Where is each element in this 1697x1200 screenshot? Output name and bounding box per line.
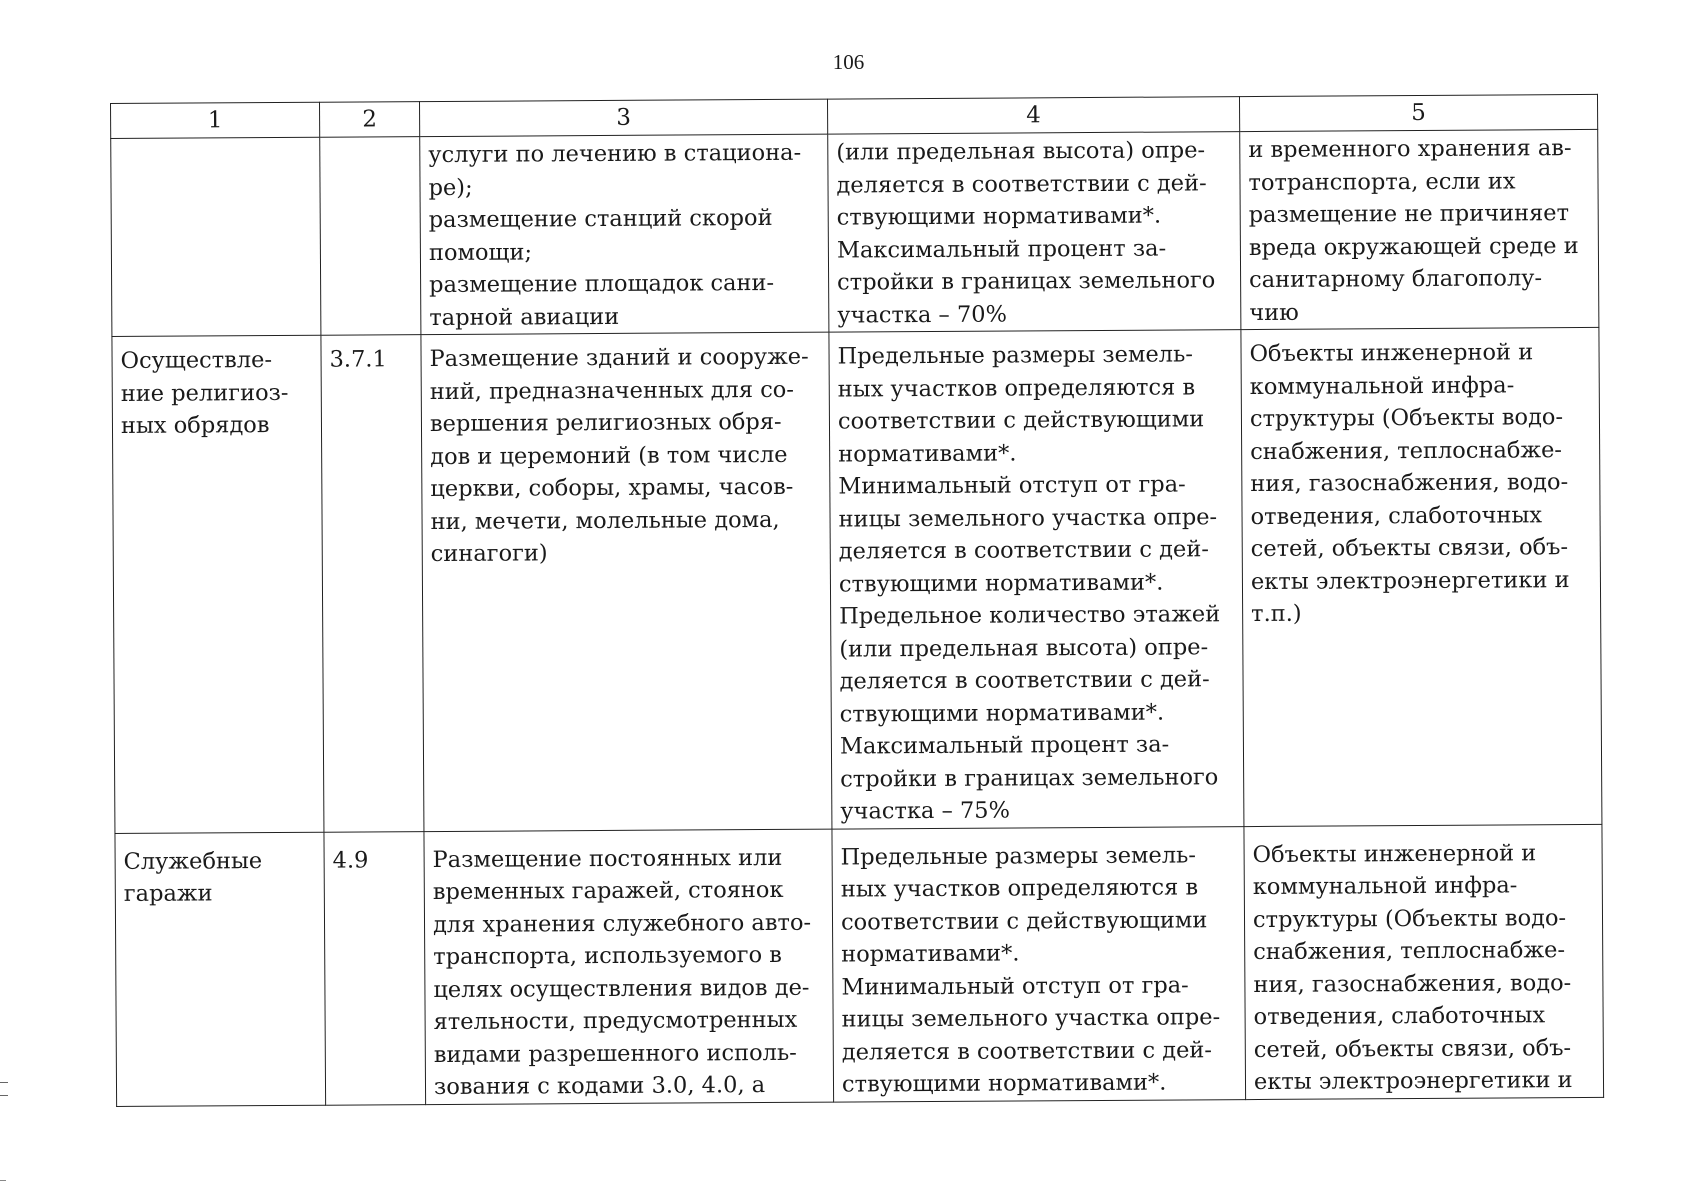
cell-text-line: услуги по лечению в стациона- (428, 139, 802, 169)
cell-auxiliary-uses (1240, 129, 1599, 329)
cell-parameters (832, 826, 1246, 1102)
cell-text-line: видами разрешенного исполь- (433, 1039, 797, 1068)
cell-text-line: гаражи (123, 880, 213, 907)
cell-text-line: соответствии с действующими (837, 406, 1205, 435)
cell-text-line: для хранения служебного авто- (432, 909, 812, 938)
cell-text-line: екты электроэнергетики и (1250, 566, 1570, 595)
cell-text-line: 4.9 (332, 846, 369, 874)
cell-text-line: участка – 75% (840, 797, 1011, 825)
table-row (112, 327, 1602, 833)
cell-text-line: тотранспорта, если их (1248, 167, 1516, 196)
cell-text-line: участка – 70% (837, 301, 1008, 329)
cell-use-name (112, 335, 324, 833)
cell-parameters (828, 132, 1241, 333)
cell-text-line: ницы земельного участка опре- (838, 503, 1218, 533)
cell-text-line: деляется в соответствии с дей- (841, 1036, 1213, 1066)
page-number: 106 (832, 50, 865, 74)
cell-text-line: чию (1249, 299, 1299, 326)
cell-text-line: размещение площадок сани- (429, 269, 775, 299)
cell-text-line: (или предельная высота) опре- (836, 137, 1206, 166)
cell-text-line: ных участков определяются в (837, 373, 1196, 403)
cell-text-line: ния, газоснабжения, водо- (1253, 969, 1572, 998)
cell-text-line: стройки в границах земельного (837, 267, 1216, 296)
cell-text-line: ре); (428, 174, 473, 201)
table-row (115, 824, 1604, 1106)
cell-text-line: т.п.) (1251, 600, 1302, 628)
cell-text-line: сетей, объекты связи, объ- (1253, 1034, 1572, 1063)
cell-text-line: ний, предназначенных для со- (429, 376, 794, 405)
cell-text-line: снабжения, теплоснабже- (1253, 937, 1566, 966)
cell-text-line: Предельные размеры земель- (837, 341, 1193, 370)
land-use-table-wrapper (110, 94, 1603, 1107)
cell-text-line: деляется в соответствии с дей- (838, 536, 1209, 565)
column-header-4: 4 (827, 97, 1239, 135)
cell-text-line: размещение станций скорой (428, 204, 773, 234)
cell-use-description (424, 829, 834, 1104)
land-use-table (110, 94, 1604, 1107)
cell-text-line: санитарному благополу- (1249, 265, 1543, 294)
cell-text-line: Объекты инженерной и (1252, 839, 1537, 868)
cell-text-line: церкви, соборы, храмы, часов- (430, 473, 794, 503)
cell-text-line: ятельности, предусмотренных (433, 1006, 798, 1036)
column-header-5: 5 (1239, 94, 1597, 131)
cell-parameters (829, 330, 1244, 829)
cell-text-line: ствующими нормативами*. (838, 569, 1164, 598)
cell-text-line: нормативами*. (838, 439, 1017, 468)
column-header-2: 2 (319, 102, 419, 138)
cell-text-line: временных гаражей, стоянок (432, 876, 784, 906)
cell-text-line: коммунальной инфра- (1249, 371, 1515, 400)
cell-text-line: стройки в границах земельного (840, 763, 1219, 793)
cell-text-line: вреда окружающей среде и (1248, 232, 1579, 261)
cell-text-line: Предельные размеры земель- (840, 841, 1197, 871)
cell-text-line: ницы земельного участка опре- (841, 1004, 1221, 1033)
cell-text-line: зования с кодами 3.0, 4.0, а (433, 1072, 766, 1101)
cell-text-line: ных участков определяются в (840, 874, 1199, 903)
cell-text-line: 3.7.1 (329, 346, 387, 373)
cell-text-line: ния, газоснабжения, водо- (1250, 469, 1569, 498)
cell-text-line: соответствии с действующими (840, 906, 1208, 936)
cell-use-name (115, 832, 326, 1106)
cell-text-line: коммунальной инфра- (1252, 872, 1518, 901)
cell-text-line: Осуществле- (120, 347, 273, 374)
cell-text-line: Максимальный процент за- (836, 235, 1167, 264)
cell-use-description (420, 134, 829, 334)
cell-text-line: ни, мечети, молельные дома, (430, 506, 780, 535)
cell-auxiliary-uses (1241, 327, 1602, 826)
cell-use-code (321, 335, 424, 832)
cell-text-line: Максимальный процент за- (839, 731, 1170, 760)
cell-text-line: ных обрядов (120, 412, 270, 439)
cell-text-line: Размещение зданий и сооруже- (429, 343, 809, 373)
cell-text-line: Предельное количество этажей (839, 601, 1221, 630)
cell-text-line: нормативами*. (841, 940, 1020, 968)
cell-auxiliary-uses (1244, 824, 1604, 1099)
cell-text-line: деляется в соответствии с дей- (839, 666, 1210, 695)
table-body (111, 129, 1604, 1106)
cell-text-line: Служебные (123, 847, 263, 875)
cell-text-line: и временного хранения ав- (1248, 135, 1572, 164)
cell-text-line: Объекты инженерной и (1249, 339, 1534, 368)
column-header-3: 3 (419, 99, 827, 136)
cell-text-line: размещение не причиняет (1248, 200, 1570, 229)
cell-text-line: снабжения, теплоснабже- (1250, 436, 1563, 465)
cell-text-line: отведения, слаботочных (1250, 501, 1543, 530)
cell-text-line: помощи; (428, 238, 533, 266)
margin-mark (0, 1180, 6, 1181)
cell-text-line: деляется в соответствии с дей- (836, 169, 1207, 199)
margin-mark (0, 1082, 8, 1096)
cell-text-line: синагоги) (430, 540, 548, 568)
cell-text-line: транспорта, используемого в (433, 941, 782, 971)
cell-text-line: Размещение постоянных или (432, 844, 783, 873)
cell-text-line: отведения, слаботочных (1253, 1002, 1546, 1031)
cell-use-name (111, 137, 321, 336)
cell-use-code (324, 831, 426, 1105)
cell-text-line: ствующими нормативами*. (836, 202, 1162, 231)
cell-text-line: екты электроэнергетики и (1253, 1067, 1573, 1096)
cell-text-line: сетей, объекты связи, объ- (1250, 534, 1569, 563)
cell-text-line: структуры (Объекты водо- (1249, 404, 1564, 433)
cell-use-code (320, 137, 421, 336)
cell-text-line: дов и церемоний (в том числе (430, 441, 788, 470)
cell-text-line: целях осуществления видов де- (433, 974, 810, 1003)
cell-text-line: ние религиоз- (120, 379, 289, 407)
cell-text-line: Минимальный отступ от гра- (841, 971, 1189, 1001)
cell-text-line: (или предельная высота) опре- (839, 633, 1209, 663)
column-header-1: 1 (111, 102, 320, 138)
cell-text-line: ствующими нормативами*. (839, 699, 1165, 728)
cell-text-line: ствующими нормативами*. (841, 1069, 1167, 1098)
table-row (111, 129, 1599, 336)
cell-text-line: Минимальный отступ от гра- (838, 471, 1186, 500)
cell-text-line: структуры (Объекты водо- (1252, 904, 1567, 933)
cell-use-description (421, 332, 832, 831)
cell-text-line: тарной авиации (429, 303, 620, 331)
cell-text-line: вершения религиозных обря- (429, 408, 782, 438)
